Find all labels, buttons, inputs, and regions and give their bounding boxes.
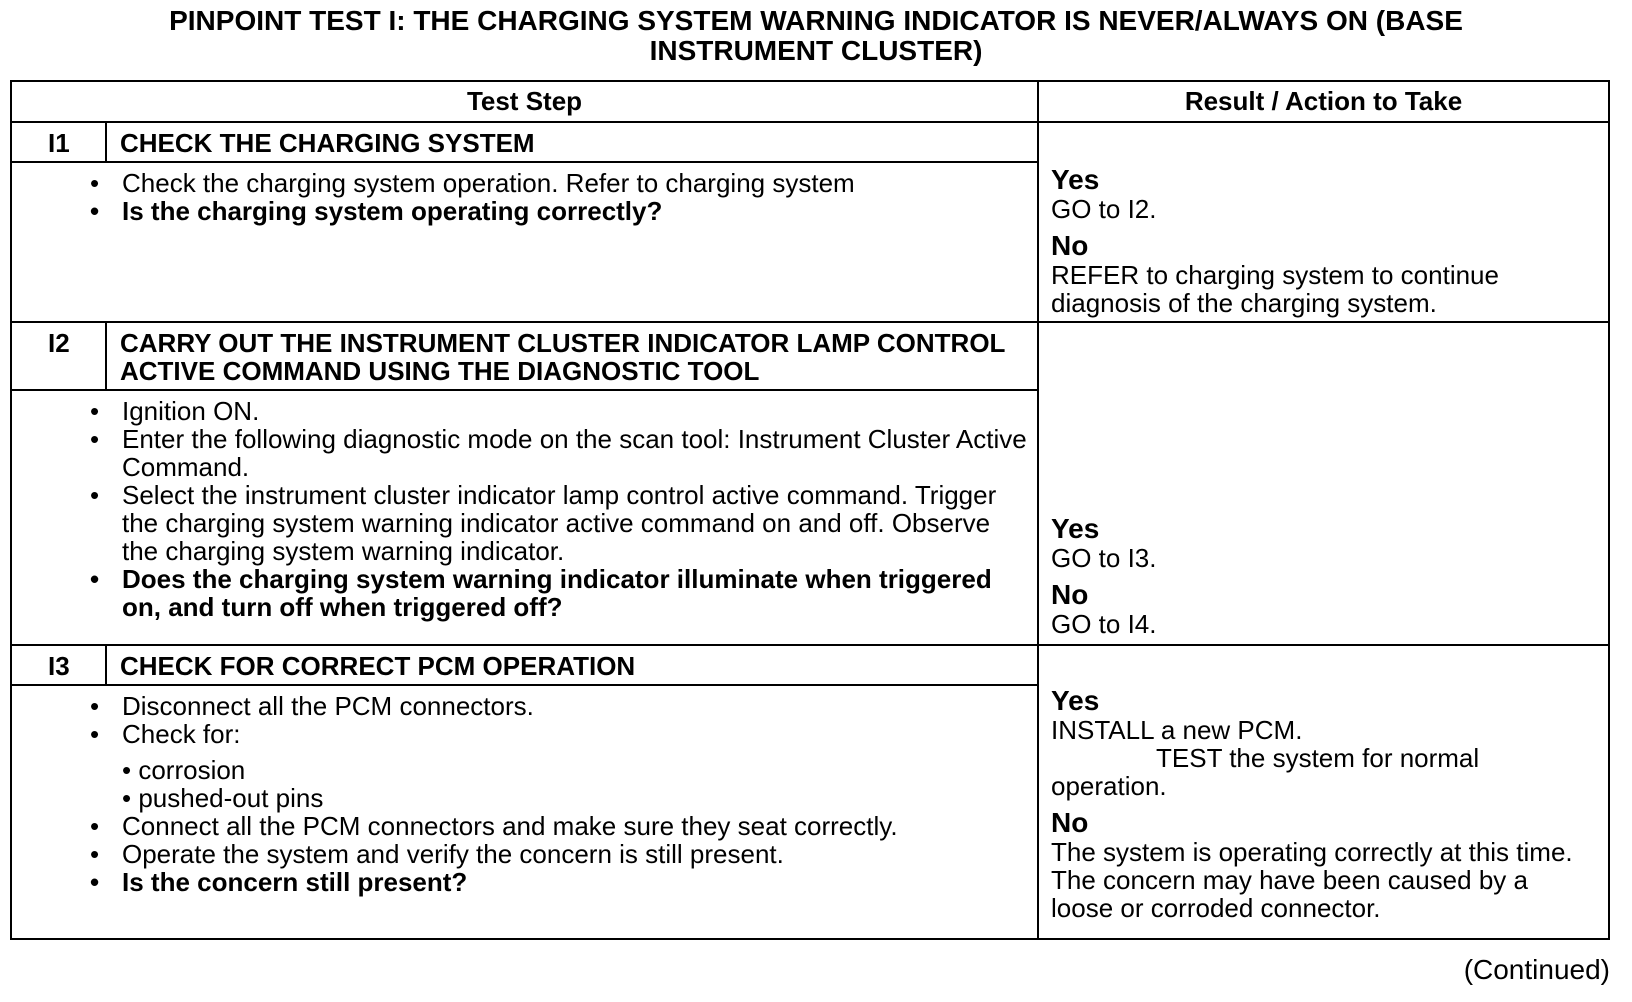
step-id: I3 bbox=[12, 646, 107, 684]
list-item: • Select the instrument cluster indicator lamp control active command. Trigger the charging system warning indicator active command on and off. Observe the charging system warning indicator. bbox=[90, 480, 997, 566]
yes-text: GO to I2. bbox=[1051, 194, 1157, 224]
step-title: CARRY OUT THE INSTRUMENT CLUSTER INDICATOR LAMP CONTROL ACTIVE COMMAND USING THE DIAGNOSTIC TOOL bbox=[120, 328, 1005, 386]
list-item: • Check the charging system operation. Refer to charging system bbox=[90, 168, 855, 198]
no-text: GO to I4. bbox=[1051, 609, 1157, 639]
sub-list-item: • corrosion bbox=[122, 755, 246, 785]
step-title: CHECK FOR CORRECT PCM OPERATION bbox=[120, 651, 636, 681]
continued-note: (Continued) bbox=[1463, 954, 1610, 985]
sub-list bbox=[122, 756, 1027, 812]
table-header bbox=[12, 82, 1608, 123]
step-title: CHECK THE CHARGING SYSTEM bbox=[120, 128, 535, 158]
yes-label: Yes bbox=[1051, 513, 1100, 544]
list-item: • Ignition ON. bbox=[90, 396, 260, 426]
yes-text: GO to I3. bbox=[1051, 543, 1157, 573]
no-label: No bbox=[1051, 807, 1089, 838]
step-id: I2 bbox=[12, 323, 107, 389]
page-title bbox=[30, 6, 1602, 66]
header-result-action: Result / Action to Take bbox=[1184, 86, 1463, 116]
yes-label: Yes bbox=[1051, 164, 1100, 195]
step-body bbox=[12, 686, 1037, 902]
sub-list-item: • pushed-out pins bbox=[122, 783, 324, 813]
header-test-step: Test Step bbox=[12, 82, 1039, 121]
step-body bbox=[12, 163, 1037, 231]
list-item: • Operate the system and verify the concern is still present. bbox=[90, 839, 784, 869]
yes-text-2: TEST the system for normal operation. bbox=[1051, 743, 1480, 801]
yes-label: Yes bbox=[1051, 685, 1100, 716]
step-id: I1 bbox=[12, 123, 107, 161]
list-item: • Disconnect all the PCM connectors. bbox=[90, 691, 534, 721]
list-item: • Check for: bbox=[90, 719, 241, 749]
no-text: The system is operating correctly at this time. The concern may have been caused by a loose or corroded connector. bbox=[1051, 837, 1573, 923]
title-line-1: PINPOINT TEST I: THE CHARGING SYSTEM WARNING INDICATOR IS NEVER/ALWAYS ON (BASE bbox=[169, 5, 1463, 36]
step-i3 bbox=[12, 646, 1608, 938]
no-text: REFER to charging system to continue diagnosis of the charging system. bbox=[1051, 260, 1499, 318]
no-label: No bbox=[1051, 579, 1089, 610]
step-result bbox=[1039, 646, 1608, 938]
no-label: No bbox=[1051, 230, 1089, 261]
title-line-2: INSTRUMENT CLUSTER) bbox=[649, 35, 983, 66]
step-result bbox=[1039, 123, 1608, 321]
list-item: • Is the charging system operating correctly? bbox=[90, 196, 663, 226]
list-item: • Connect all the PCM connectors and make sure they seat correctly. bbox=[90, 811, 898, 841]
list-item: • Does the charging system warning indicator illuminate when triggered on, and turn off when triggered off? bbox=[90, 564, 992, 622]
step-result bbox=[1039, 323, 1608, 644]
step-body bbox=[12, 391, 1037, 627]
step-i2 bbox=[12, 323, 1608, 646]
pinpoint-test-table bbox=[10, 80, 1610, 940]
list-item: • Is the concern still present? bbox=[90, 867, 468, 897]
list-item: • Enter the following diagnostic mode on the scan tool: Instrument Cluster Active Command. bbox=[90, 424, 1027, 482]
yes-text-1: INSTALL a new PCM. bbox=[1051, 715, 1303, 745]
step-i1 bbox=[12, 123, 1608, 323]
